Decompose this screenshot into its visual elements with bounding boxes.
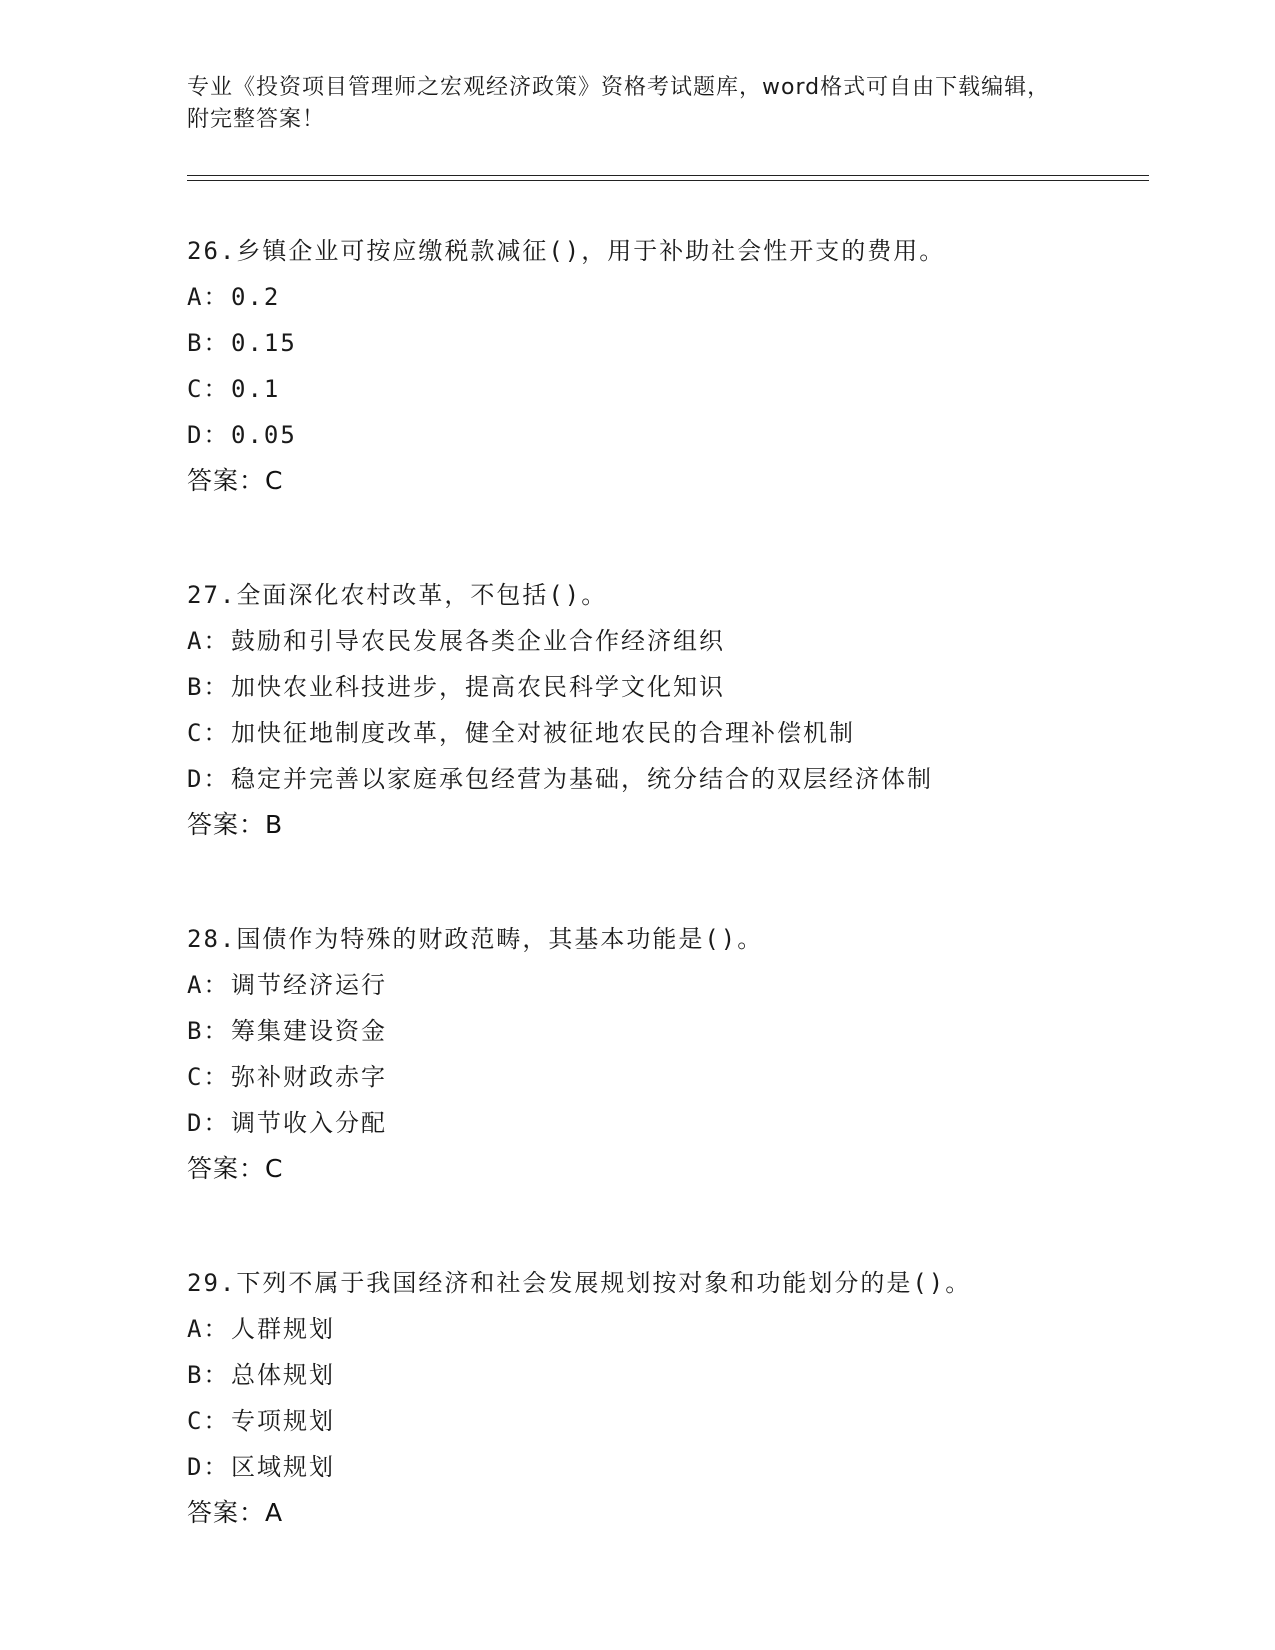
option-key: B： [187,1017,230,1045]
option-a [187,1306,1167,1352]
option-key: B： [187,673,230,701]
option-d [187,756,1167,802]
option-text: 筹集建设资金 [231,1017,387,1045]
question-stem: 27.全面深化农村改革，不包括()。 [187,581,608,609]
answer: 答案：A [187,1498,284,1527]
question-stem: 26.乡镇企业可按应缴税款减征()，用于补助社会性开支的费用。 [187,237,946,265]
option-key: C： [187,1063,230,1091]
option-c [187,710,1167,756]
option-b [187,1352,1167,1398]
question-stem: 29.下列不属于我国经济和社会发展规划按对象和功能划分的是()。 [187,1269,972,1297]
option-text: 稳定并完善以家庭承包经营为基础，统分结合的双层经济体制 [231,765,933,793]
option-a [187,962,1167,1008]
option-d [187,412,1167,458]
option-text: 弥补财政赤字 [231,1063,387,1091]
option-c [187,1054,1167,1100]
option-text: 加快农业科技进步，提高农民科学文化知识 [231,673,725,701]
question-26 [187,228,1167,504]
answer: 答案：C [187,1154,284,1183]
option-key: D： [187,1453,230,1481]
option-text: 调节经济运行 [231,971,387,999]
option-key: B： [187,329,230,357]
question-27 [187,572,1167,848]
option-text: 人群规划 [231,1315,335,1343]
option-b [187,664,1167,710]
option-key: D： [187,765,230,793]
question-28 [187,916,1167,1192]
option-b [187,320,1167,366]
option-text: 0.05 [231,421,297,449]
option-text: 0.2 [231,283,281,311]
option-key: C： [187,1407,230,1435]
option-b [187,1008,1167,1054]
option-text: 调节收入分配 [231,1109,387,1137]
option-text: 专项规划 [231,1407,335,1435]
question-list [187,228,1167,1604]
option-d [187,1100,1167,1146]
option-text: 区域规划 [231,1453,335,1481]
option-c [187,1398,1167,1444]
document-header: 专业《投资项目管理师之宏观经济政策》资格考试题库，word格式可自由下载编辑，附完整答案！ [187,75,1051,132]
option-key: C： [187,375,230,403]
option-a [187,618,1167,664]
option-key: C： [187,719,230,747]
option-key: A： [187,1315,230,1343]
option-c [187,366,1167,412]
option-d [187,1444,1167,1490]
option-text: 加快征地制度改革，健全对被征地农民的合理补偿机制 [231,719,855,747]
option-text: 鼓励和引导农民发展各类企业合作经济组织 [231,627,725,655]
option-key: A： [187,283,230,311]
header-double-rule [187,175,1149,181]
option-text: 0.15 [231,329,297,357]
option-key: A： [187,627,230,655]
option-text: 总体规划 [231,1361,335,1389]
option-a [187,274,1167,320]
answer: 答案：C [187,466,284,495]
question-stem: 28.国债作为特殊的财政范畴，其基本功能是()。 [187,925,764,953]
question-29 [187,1260,1167,1536]
option-key: D： [187,421,230,449]
option-key: A： [187,971,230,999]
answer: 答案：B [187,810,284,839]
option-key: D： [187,1109,230,1137]
option-text: 0.1 [231,375,281,403]
option-key: B： [187,1361,230,1389]
